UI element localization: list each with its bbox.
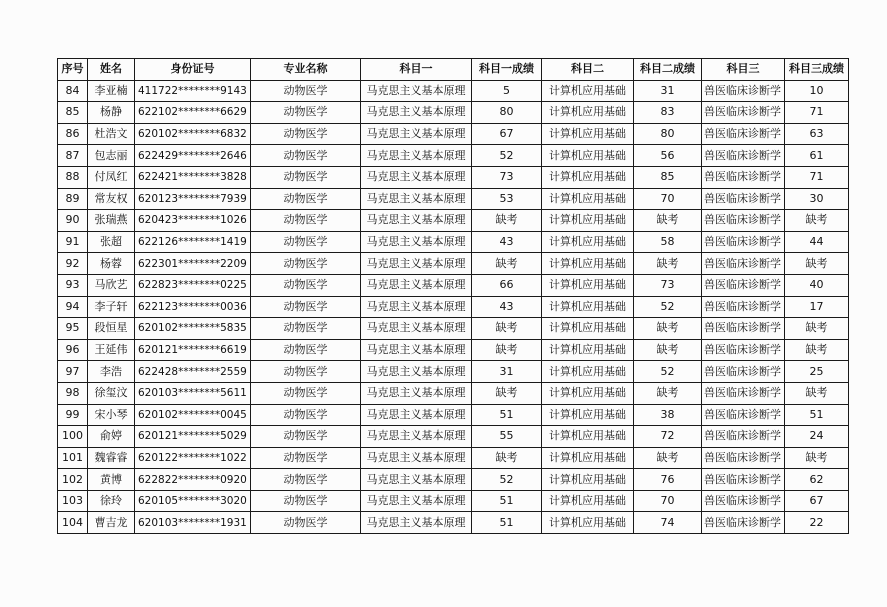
cell-subject1-score: 66 [472, 274, 542, 296]
cell-subject2-score: 52 [634, 296, 702, 318]
cell-subject1: 马克思主义基本原理 [361, 382, 472, 404]
cell-name: 宋小琴 [88, 404, 135, 426]
table-row [58, 469, 849, 491]
cell-name: 段恒星 [88, 318, 135, 340]
cell-major: 动物医学 [251, 469, 361, 491]
header-id-number: 身份证号 [135, 59, 251, 81]
cell-id-number: 622123********0036 [135, 296, 251, 318]
cell-major: 动物医学 [251, 102, 361, 124]
cell-subject3: 兽医临床诊断学 [702, 123, 785, 145]
cell-id-number: 620102********0045 [135, 404, 251, 426]
cell-name: 徐玺汶 [88, 382, 135, 404]
cell-seq: 84 [58, 80, 88, 102]
cell-subject3-score: 缺考 [785, 382, 849, 404]
cell-subject1-score: 5 [472, 80, 542, 102]
cell-subject2: 计算机应用基础 [542, 210, 634, 232]
cell-subject2-score: 缺考 [634, 210, 702, 232]
cell-seq: 85 [58, 102, 88, 124]
cell-subject2: 计算机应用基础 [542, 296, 634, 318]
table-row [58, 296, 849, 318]
cell-subject3-score: 30 [785, 188, 849, 210]
header-name: 姓名 [88, 59, 135, 81]
cell-id-number: 622301********2209 [135, 253, 251, 275]
cell-subject2: 计算机应用基础 [542, 274, 634, 296]
cell-subject3-score: 71 [785, 102, 849, 124]
header-subject1-score: 科目一成绩 [472, 59, 542, 81]
cell-subject1: 马克思主义基本原理 [361, 404, 472, 426]
cell-subject3-score: 67 [785, 490, 849, 512]
cell-subject1: 马克思主义基本原理 [361, 469, 472, 491]
header-subject2: 科目二 [542, 59, 634, 81]
cell-subject3: 兽医临床诊断学 [702, 512, 785, 534]
cell-major: 动物医学 [251, 253, 361, 275]
cell-major: 动物医学 [251, 210, 361, 232]
cell-subject1-score: 73 [472, 166, 542, 188]
cell-subject1-score: 31 [472, 361, 542, 383]
cell-seq: 98 [58, 382, 88, 404]
cell-name: 付凤红 [88, 166, 135, 188]
cell-subject2-score: 70 [634, 188, 702, 210]
cell-name: 徐玲 [88, 490, 135, 512]
cell-subject3-score: 22 [785, 512, 849, 534]
cell-seq: 88 [58, 166, 88, 188]
table-row [58, 447, 849, 469]
header-row [58, 59, 849, 81]
cell-subject1: 马克思主义基本原理 [361, 253, 472, 275]
cell-name: 黄博 [88, 469, 135, 491]
score-table [57, 58, 849, 534]
cell-subject3-score: 40 [785, 274, 849, 296]
cell-subject2-score: 73 [634, 274, 702, 296]
cell-subject2: 计算机应用基础 [542, 231, 634, 253]
cell-subject1-score: 51 [472, 404, 542, 426]
cell-subject1: 马克思主义基本原理 [361, 318, 472, 340]
cell-subject3: 兽医临床诊断学 [702, 296, 785, 318]
cell-seq: 103 [58, 490, 88, 512]
cell-subject2-score: 58 [634, 231, 702, 253]
cell-subject2-score: 缺考 [634, 382, 702, 404]
cell-major: 动物医学 [251, 361, 361, 383]
cell-seq: 94 [58, 296, 88, 318]
cell-seq: 86 [58, 123, 88, 145]
cell-subject2: 计算机应用基础 [542, 166, 634, 188]
cell-id-number: 620103********5611 [135, 382, 251, 404]
header-subject1: 科目一 [361, 59, 472, 81]
cell-subject2: 计算机应用基础 [542, 318, 634, 340]
cell-id-number: 622428********2559 [135, 361, 251, 383]
cell-subject3: 兽医临床诊断学 [702, 404, 785, 426]
cell-seq: 90 [58, 210, 88, 232]
cell-subject2: 计算机应用基础 [542, 490, 634, 512]
cell-subject3: 兽医临床诊断学 [702, 166, 785, 188]
cell-subject1: 马克思主义基本原理 [361, 361, 472, 383]
cell-subject2-score: 85 [634, 166, 702, 188]
cell-subject2: 计算机应用基础 [542, 469, 634, 491]
cell-subject1-score: 51 [472, 490, 542, 512]
header-seq: 序号 [58, 59, 88, 81]
table-body [58, 80, 849, 533]
cell-subject1: 马克思主义基本原理 [361, 339, 472, 361]
cell-subject1: 马克思主义基本原理 [361, 512, 472, 534]
cell-subject1-score: 缺考 [472, 318, 542, 340]
cell-subject2-score: 缺考 [634, 318, 702, 340]
cell-subject3: 兽医临床诊断学 [702, 382, 785, 404]
cell-subject3-score: 71 [785, 166, 849, 188]
cell-subject3-score: 17 [785, 296, 849, 318]
cell-subject3-score: 10 [785, 80, 849, 102]
cell-subject2: 计算机应用基础 [542, 426, 634, 448]
cell-id-number: 622823********0225 [135, 274, 251, 296]
cell-subject1-score: 52 [472, 145, 542, 167]
cell-seq: 101 [58, 447, 88, 469]
cell-name: 魏睿睿 [88, 447, 135, 469]
table-row [58, 490, 849, 512]
cell-subject3: 兽医临床诊断学 [702, 80, 785, 102]
cell-name: 杨静 [88, 102, 135, 124]
cell-subject2-score: 72 [634, 426, 702, 448]
cell-subject2-score: 38 [634, 404, 702, 426]
cell-seq: 95 [58, 318, 88, 340]
cell-major: 动物医学 [251, 145, 361, 167]
cell-subject3: 兽医临床诊断学 [702, 253, 785, 275]
table-row [58, 231, 849, 253]
cell-subject2: 计算机应用基础 [542, 361, 634, 383]
cell-subject3: 兽医临床诊断学 [702, 361, 785, 383]
cell-subject2: 计算机应用基础 [542, 512, 634, 534]
cell-subject3-score: 缺考 [785, 210, 849, 232]
cell-seq: 104 [58, 512, 88, 534]
cell-seq: 91 [58, 231, 88, 253]
cell-id-number: 622421********3828 [135, 166, 251, 188]
cell-subject3-score: 62 [785, 469, 849, 491]
cell-seq: 99 [58, 404, 88, 426]
cell-subject2: 计算机应用基础 [542, 253, 634, 275]
cell-subject2-score: 缺考 [634, 447, 702, 469]
cell-subject1-score: 51 [472, 512, 542, 534]
cell-subject1: 马克思主义基本原理 [361, 231, 472, 253]
cell-id-number: 620122********1022 [135, 447, 251, 469]
cell-name: 常友权 [88, 188, 135, 210]
cell-subject3: 兽医临床诊断学 [702, 339, 785, 361]
cell-name: 张超 [88, 231, 135, 253]
cell-name: 张瑞燕 [88, 210, 135, 232]
cell-subject1-score: 53 [472, 188, 542, 210]
table-row [58, 102, 849, 124]
header-subject3-score: 科目三成绩 [785, 59, 849, 81]
cell-subject2: 计算机应用基础 [542, 80, 634, 102]
header-major: 专业名称 [251, 59, 361, 81]
cell-subject2-score: 83 [634, 102, 702, 124]
cell-major: 动物医学 [251, 318, 361, 340]
cell-subject3-score: 缺考 [785, 253, 849, 275]
cell-subject1-score: 52 [472, 469, 542, 491]
cell-subject2: 计算机应用基础 [542, 145, 634, 167]
table-row [58, 404, 849, 426]
cell-subject2-score: 缺考 [634, 339, 702, 361]
cell-major: 动物医学 [251, 382, 361, 404]
cell-name: 王延伟 [88, 339, 135, 361]
cell-major: 动物医学 [251, 426, 361, 448]
cell-subject3-score: 缺考 [785, 447, 849, 469]
cell-major: 动物医学 [251, 339, 361, 361]
cell-subject1-score: 55 [472, 426, 542, 448]
cell-id-number: 622126********1419 [135, 231, 251, 253]
cell-subject1: 马克思主义基本原理 [361, 426, 472, 448]
cell-seq: 96 [58, 339, 88, 361]
cell-subject3: 兽医临床诊断学 [702, 145, 785, 167]
cell-subject2: 计算机应用基础 [542, 339, 634, 361]
cell-name: 李亚楠 [88, 80, 135, 102]
cell-subject3-score: 缺考 [785, 318, 849, 340]
cell-seq: 97 [58, 361, 88, 383]
cell-id-number: 620121********5029 [135, 426, 251, 448]
cell-id-number: 411722********9143 [135, 80, 251, 102]
cell-major: 动物医学 [251, 274, 361, 296]
cell-subject2-score: 76 [634, 469, 702, 491]
cell-subject3: 兽医临床诊断学 [702, 318, 785, 340]
cell-subject3: 兽医临床诊断学 [702, 188, 785, 210]
cell-id-number: 622429********2646 [135, 145, 251, 167]
cell-id-number: 620102********6832 [135, 123, 251, 145]
cell-subject1: 马克思主义基本原理 [361, 210, 472, 232]
cell-subject3-score: 缺考 [785, 339, 849, 361]
cell-name: 杜浩文 [88, 123, 135, 145]
cell-subject3: 兽医临床诊断学 [702, 426, 785, 448]
table-row [58, 512, 849, 534]
cell-subject1-score: 缺考 [472, 447, 542, 469]
table-row [58, 426, 849, 448]
cell-subject1: 马克思主义基本原理 [361, 102, 472, 124]
cell-subject1: 马克思主义基本原理 [361, 274, 472, 296]
cell-subject2-score: 缺考 [634, 253, 702, 275]
cell-subject1-score: 67 [472, 123, 542, 145]
cell-seq: 93 [58, 274, 88, 296]
cell-subject1: 马克思主义基本原理 [361, 188, 472, 210]
cell-name: 李子轩 [88, 296, 135, 318]
cell-subject1: 马克思主义基本原理 [361, 80, 472, 102]
cell-subject2: 计算机应用基础 [542, 382, 634, 404]
cell-subject3: 兽医临床诊断学 [702, 210, 785, 232]
cell-id-number: 620102********5835 [135, 318, 251, 340]
cell-id-number: 620105********3020 [135, 490, 251, 512]
cell-subject2: 计算机应用基础 [542, 102, 634, 124]
cell-seq: 102 [58, 469, 88, 491]
cell-subject3-score: 51 [785, 404, 849, 426]
cell-subject2-score: 31 [634, 80, 702, 102]
cell-id-number: 620121********6619 [135, 339, 251, 361]
cell-major: 动物医学 [251, 188, 361, 210]
cell-name: 马欣艺 [88, 274, 135, 296]
cell-major: 动物医学 [251, 404, 361, 426]
cell-subject3: 兽医临床诊断学 [702, 447, 785, 469]
cell-major: 动物医学 [251, 296, 361, 318]
cell-name: 杨蓉 [88, 253, 135, 275]
cell-subject1-score: 43 [472, 231, 542, 253]
cell-major: 动物医学 [251, 123, 361, 145]
cell-subject1-score: 缺考 [472, 253, 542, 275]
table-row [58, 274, 849, 296]
cell-major: 动物医学 [251, 166, 361, 188]
table-row [58, 253, 849, 275]
cell-subject2: 计算机应用基础 [542, 404, 634, 426]
header-subject2-score: 科目二成绩 [634, 59, 702, 81]
cell-seq: 87 [58, 145, 88, 167]
table-row [58, 145, 849, 167]
table-row [58, 339, 849, 361]
cell-id-number: 622822********0920 [135, 469, 251, 491]
cell-subject2: 计算机应用基础 [542, 123, 634, 145]
cell-subject3: 兽医临床诊断学 [702, 490, 785, 512]
table-row [58, 166, 849, 188]
cell-subject3: 兽医临床诊断学 [702, 274, 785, 296]
table-row [58, 80, 849, 102]
cell-subject1: 马克思主义基本原理 [361, 296, 472, 318]
cell-subject2: 计算机应用基础 [542, 447, 634, 469]
cell-subject1-score: 缺考 [472, 339, 542, 361]
cell-subject2-score: 70 [634, 490, 702, 512]
cell-major: 动物医学 [251, 512, 361, 534]
cell-subject3-score: 61 [785, 145, 849, 167]
table-row [58, 210, 849, 232]
cell-name: 包志丽 [88, 145, 135, 167]
cell-subject1: 马克思主义基本原理 [361, 145, 472, 167]
cell-subject1-score: 缺考 [472, 382, 542, 404]
cell-name: 李浩 [88, 361, 135, 383]
table-row [58, 188, 849, 210]
header-subject3: 科目三 [702, 59, 785, 81]
cell-subject1-score: 43 [472, 296, 542, 318]
cell-seq: 92 [58, 253, 88, 275]
cell-seq: 89 [58, 188, 88, 210]
cell-subject3-score: 25 [785, 361, 849, 383]
cell-id-number: 620423********1026 [135, 210, 251, 232]
cell-subject3: 兽医临床诊断学 [702, 231, 785, 253]
cell-seq: 100 [58, 426, 88, 448]
cell-id-number: 622102********6629 [135, 102, 251, 124]
cell-subject1: 马克思主义基本原理 [361, 490, 472, 512]
cell-subject3-score: 24 [785, 426, 849, 448]
cell-name: 俞婷 [88, 426, 135, 448]
cell-subject1-score: 缺考 [472, 210, 542, 232]
table-row [58, 123, 849, 145]
cell-subject1: 马克思主义基本原理 [361, 447, 472, 469]
cell-major: 动物医学 [251, 490, 361, 512]
cell-subject3-score: 44 [785, 231, 849, 253]
cell-subject2-score: 56 [634, 145, 702, 167]
cell-subject1: 马克思主义基本原理 [361, 166, 472, 188]
cell-subject2-score: 52 [634, 361, 702, 383]
cell-subject1-score: 80 [472, 102, 542, 124]
table-row [58, 318, 849, 340]
cell-subject3: 兽医临床诊断学 [702, 102, 785, 124]
cell-id-number: 620103********1931 [135, 512, 251, 534]
cell-subject1: 马克思主义基本原理 [361, 123, 472, 145]
cell-id-number: 620123********7939 [135, 188, 251, 210]
table-row [58, 361, 849, 383]
cell-major: 动物医学 [251, 80, 361, 102]
cell-subject2: 计算机应用基础 [542, 188, 634, 210]
cell-major: 动物医学 [251, 447, 361, 469]
cell-subject3-score: 63 [785, 123, 849, 145]
table-row [58, 382, 849, 404]
cell-major: 动物医学 [251, 231, 361, 253]
cell-subject2-score: 74 [634, 512, 702, 534]
cell-name: 曹吉龙 [88, 512, 135, 534]
cell-subject2-score: 80 [634, 123, 702, 145]
cell-subject3: 兽医临床诊断学 [702, 469, 785, 491]
